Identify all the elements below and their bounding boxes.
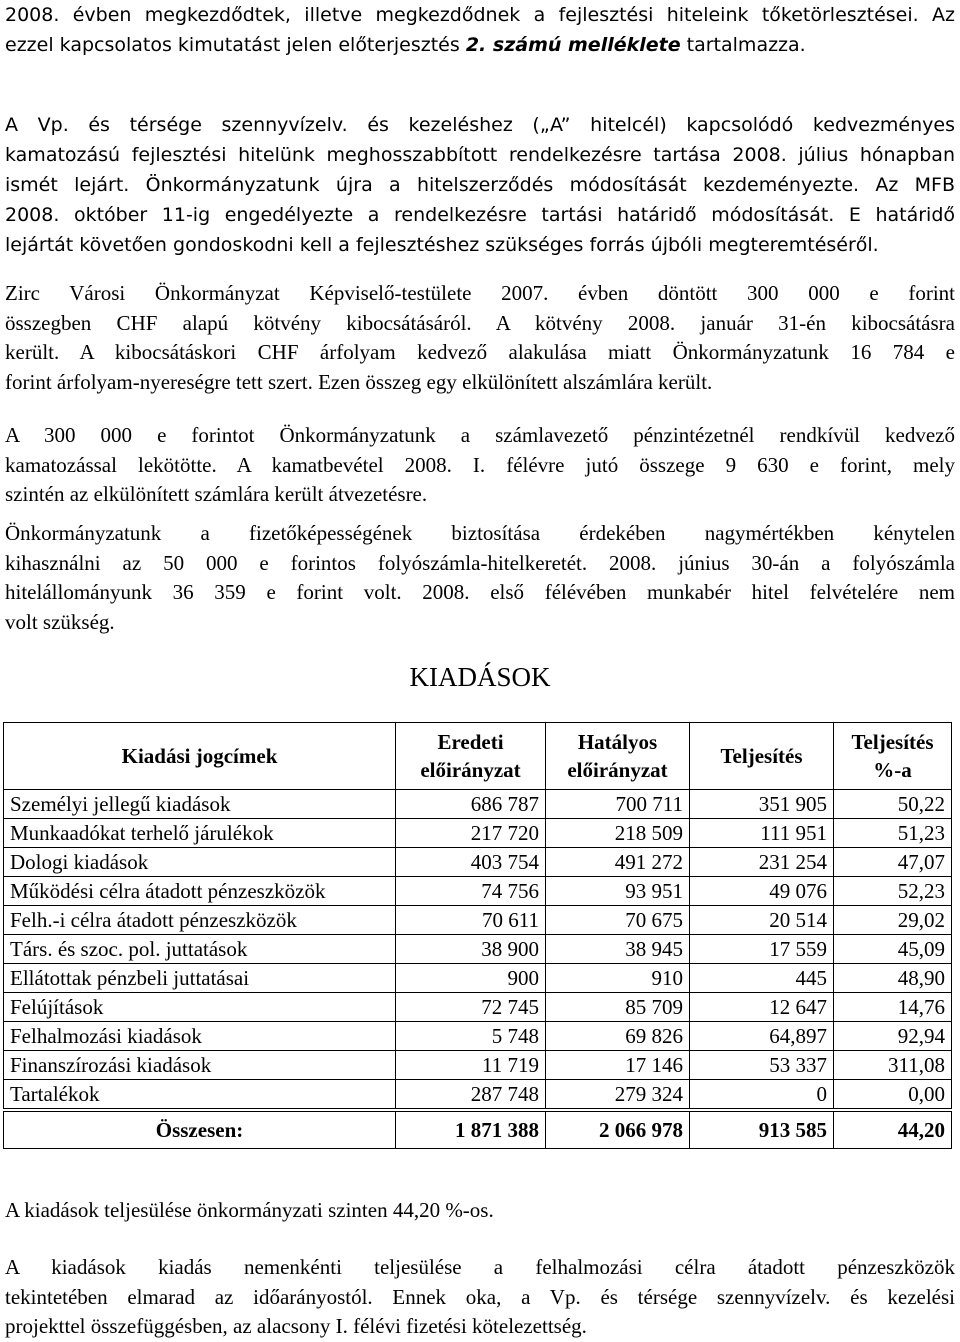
header-cell: Kiadási jogcímek [4,723,396,790]
text-fragment: tartalmazza. [686,34,806,56]
value-cell: 351 905 [690,790,834,819]
value-cell: 700 711 [546,790,690,819]
row-label-cell: Személyi jellegű kiadások [4,790,396,819]
value-cell: 12 647 [690,993,834,1022]
value-cell: 17 559 [690,935,834,964]
closing-paragraph [5,1253,955,1342]
value-cell: 279 324 [546,1080,690,1111]
value-cell: 20 514 [690,906,834,935]
value-cell: 45,09 [834,935,952,964]
value-cell: 51,23 [834,819,952,848]
row-label-cell: Tartalékok [4,1080,396,1111]
value-cell: 287 748 [396,1080,546,1111]
value-cell: 92,94 [834,1022,952,1051]
liquidity-paragraph [5,519,955,637]
text-line: A Vp. és térsége szennyvízelv. és kezeléshez („A” hitelcél) kapcsolódó kedvezményes [5,114,955,136]
value-cell: 52,23 [834,877,952,906]
value-cell: 217 720 [396,819,546,848]
row-label-cell: Felhalmozási kiadások [4,1022,396,1051]
value-cell: 93 951 [546,877,690,906]
value-cell: 29,02 [834,906,952,935]
text-line: volt szükség. [5,609,115,634]
value-cell: 686 787 [396,790,546,819]
table-row [4,906,952,935]
header-cell: Teljesítés [690,723,834,790]
row-label-cell: Felújítások [4,993,396,1022]
value-cell: 111 951 [690,819,834,848]
text-line: ismét lejárt. Önkormányzatunk újra a hitelszerződés módosítását kezdeményezte. Az MFB [5,174,955,196]
value-cell: 49 076 [690,877,834,906]
value-cell: 53 337 [690,1051,834,1080]
row-label-cell: Társ. és szoc. pol. juttatások [4,935,396,964]
text-line: kamatozású fejlesztési hitelünk meghosszabbított rendelkezésre tartása 2008. július hónapban [5,144,955,166]
value-cell: 311,08 [834,1051,952,1080]
value-cell: 0,00 [834,1080,952,1111]
header-cell: Eredeti előirányzat [396,723,546,790]
table-header-row [4,723,952,790]
value-cell: 218 509 [546,819,690,848]
row-label-cell: Felh.-i célra átadott pénzeszközök [4,906,396,935]
text-line [5,30,955,60]
table-row [4,819,952,848]
total-value-cell: 2 066 978 [546,1110,690,1149]
table-row [4,1080,952,1111]
text-line: kihasználni az 50 000 e forintos folyószámla-hitelkeretét. 2008. június 30-án a folyószámla [5,550,955,575]
value-cell: 231 254 [690,848,834,877]
value-cell: 70 675 [546,906,690,935]
intro-paragraph-1 [5,0,955,60]
text-line: 2008. évben megkezdődtek, illetve megkezdődnek a fejlesztési hiteleink tőketörlesztései. Az [5,4,955,26]
text-line: tekintetében elmarad az időarányostól. Ennek oka, a Vp. és térsége szennyvízelv. és kezelési [5,1284,955,1309]
annex-reference: 2. számú melléklete [465,34,681,56]
value-cell: 50,22 [834,790,952,819]
value-cell: 5 748 [396,1022,546,1051]
value-cell: 72 745 [396,993,546,1022]
row-label-cell: Finanszírozási kiadások [4,1051,396,1080]
value-cell: 14,76 [834,993,952,1022]
total-value-cell: 44,20 [834,1110,952,1149]
text-line: lejártát követően gondoskodni kell a fejlesztéshez szükséges forrás újbóli megteremtéséről. [5,234,879,256]
table-total-row [4,1110,952,1149]
text-line: szintén az elkülönített számlára került átvezetésre. [5,482,428,506]
value-cell: 70 611 [396,906,546,935]
bond-paragraph [5,279,955,397]
value-cell: 38 900 [396,935,546,964]
text-line: forint árfolyam-nyereségre tett szert. Ezen összeg egy elkülönített alszámlára került. [5,369,713,394]
total-label-cell: Összesen: [4,1110,396,1149]
value-cell: 0 [690,1080,834,1111]
total-value-cell: 1 871 388 [396,1110,546,1149]
text-line: A 300 000 e forintot Önkormányzatunk a számlavezető pénzintézetnél rendkívül kedvező [5,423,955,447]
value-cell: 69 826 [546,1022,690,1051]
value-cell: 910 [546,964,690,993]
row-label-cell: Dologi kiadások [4,848,396,877]
text-fragment: ezzel kapcsolatos kimutatást jelen előterjesztés [5,34,460,56]
text-line: A kiadások kiadás nemenkénti teljesülése a felhalmozási célra átadott pénzeszközök [5,1255,955,1279]
value-cell: 38 945 [546,935,690,964]
value-cell: 48,90 [834,964,952,993]
interest-paragraph [5,421,955,510]
header-cell: Hatályos előirányzat [546,723,690,790]
table-row [4,1051,952,1080]
text-line: került. A kibocsátáskori CHF árfolyam kedvező alakulása miatt Önkormányzatunk 16 784 e [5,340,955,364]
text-line: 2008. október 11-ig engedélyezte a rendelkezésre tartási határidő módosítását. E határidő [5,204,955,226]
value-cell: 11 719 [396,1051,546,1080]
value-cell: 900 [396,964,546,993]
table-row [4,848,952,877]
text-line: Önkormányzatunk a fizetőképességének biztosítása érdekében nagymértékben kénytelen [5,521,955,545]
table-row [4,877,952,906]
value-cell: 491 272 [546,848,690,877]
text-line: kamatozással lekötötte. A kamatbevétel 2008. I. félévre jutó összege 9 630 e forint, mely [5,452,955,477]
table-row [4,935,952,964]
value-cell: 74 756 [396,877,546,906]
value-cell: 47,07 [834,848,952,877]
header-cell: Teljesítés %-a [834,723,952,790]
total-value-cell: 913 585 [690,1110,834,1149]
section-title: KIADÁSOK [409,662,551,692]
row-label-cell: Működési célra átadott pénzeszközök [4,877,396,906]
value-cell: 85 709 [546,993,690,1022]
table-row [4,1022,952,1051]
intro-paragraph-2 [5,110,955,260]
text-line: projekttel összefüggésben, az alacsony I. félévi fizetési kötelezettség. [5,1314,587,1338]
table-row [4,964,952,993]
row-label-cell: Munkaadókat terhelő járulékok [4,819,396,848]
value-cell: 403 754 [396,848,546,877]
text-line: Zirc Városi Önkormányzat Képviselő-testülete 2007. évben döntött 300 000 e forint [5,281,955,305]
value-cell: 64,897 [690,1022,834,1051]
table-row [4,790,952,819]
expenditure-table [3,722,952,1149]
value-cell: 17 146 [546,1051,690,1080]
text-line: hitelállományunk 36 359 e forint volt. 2008. első félévében munkabér hitel felvételére nem [5,580,955,604]
value-cell: 445 [690,964,834,993]
table-row [4,993,952,1022]
summary-sentence: A kiadások teljesülése önkormányzati szinten 44,20 %-os. [5,1198,494,1222]
row-label-cell: Ellátottak pénzbeli juttatásai [4,964,396,993]
text-line: összegben CHF alapú kötvény kibocsátásáról. A kötvény 2008. január 31-én kibocsátásra [5,310,955,335]
